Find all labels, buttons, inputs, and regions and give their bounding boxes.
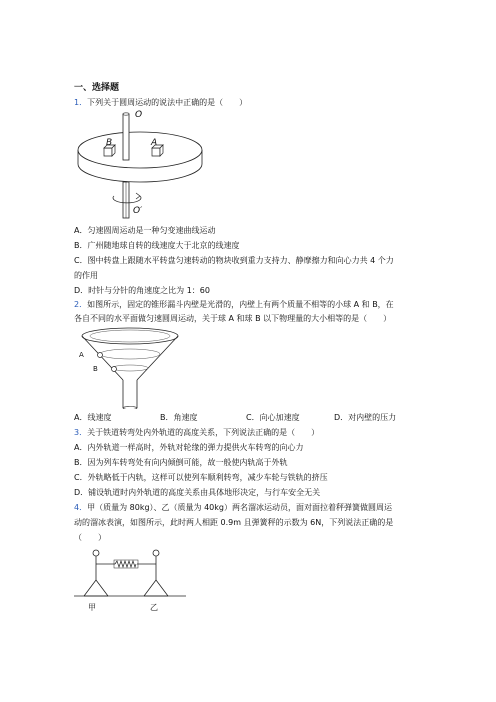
question-number: 3． (74, 428, 88, 437)
q2-option-b: B．角速度 (160, 413, 198, 422)
label-b: B (106, 138, 113, 148)
question-stem-line1: 如图所示，固定的锥形漏斗内壁是光滑的，内壁上有两个质量不相等的小球 A 和 B，在 (87, 300, 394, 309)
question-4-line2: 动的溜冰表演，如图所示，此时两人相距 0.9m 且弹簧秤的示数为 6N，下列说法正确的是 (74, 518, 394, 527)
question-number: 1． (74, 98, 88, 107)
label-a: A (151, 138, 158, 148)
q1-option-c-cont: 的作用 (74, 271, 98, 280)
q2-option-c: C．向心加速度 (246, 413, 300, 422)
question-1 (74, 97, 247, 108)
funnel-label-a: A (79, 351, 84, 359)
question-number: 2． (74, 300, 88, 309)
q2-option-a: A．线速度 (74, 413, 112, 422)
q1-option-c: C．图中转盘上跟随水平转盘匀速转动的物块收到重力支持力、静摩擦力和向心力共 4 个力 (74, 256, 394, 265)
turntable-figure (70, 110, 210, 220)
skater-yi-label: 乙 (150, 603, 158, 612)
section-title: 一、选择题 (74, 83, 120, 93)
label-o-prime: O′ (133, 206, 143, 216)
question-3 (74, 427, 319, 438)
question-4-line3: （ ） (74, 533, 106, 542)
question-stem-line1: 甲（质量为 80kg）、乙（质量为 40kg）两名溜冰运动员，面对面拉着秤弹簧做圆周运 (87, 503, 392, 512)
q2-option-d: D．对内壁的压力 (334, 413, 397, 422)
q3-option-a: A．内外轨道一样高时，外轨对轮缘的弹力提供火车转弯的向心力 (74, 443, 304, 452)
question-2-line2: 各自不同的水平面做匀速圆周运动，关于球 A 和球 B 以下物理量的大小相等的是（ ） (74, 314, 392, 323)
q1-option-a: A．匀速圆周运动是一种匀变速曲线运动 (74, 226, 216, 235)
q1-option-b: B．广州随地球自转的线速度大于北京的线速度 (74, 241, 240, 250)
q3-option-c: C．外轨略低于内轨，这样可以使列车顺利转弯，减少车轮与铁轨的挤压 (74, 473, 328, 482)
question-4 (74, 502, 392, 513)
question-stem: 下列关于圆周运动的说法中正确的是（ ） (87, 98, 248, 107)
q3-option-b: B．因为列车转弯处有向内倾倒可能，故一般使内轨高于外轨 (74, 458, 288, 467)
question-2 (74, 299, 394, 310)
skaters-figure (70, 546, 190, 601)
q3-option-d: D．铺设轨道时内外轨道的高度关系由具体地形决定，与行车安全无关 (74, 488, 321, 497)
question-stem: 关于铁道转弯处内外轨道的高度关系，下列说法正确的是（ ） (87, 428, 320, 437)
funnel-label-b: B (93, 365, 98, 373)
q1-option-d: D．时针与分针的角速度之比为 1：60 (74, 286, 210, 295)
question-number: 4． (74, 503, 88, 512)
label-o: O (135, 110, 143, 120)
skater-jia-label: 甲 (88, 603, 96, 612)
